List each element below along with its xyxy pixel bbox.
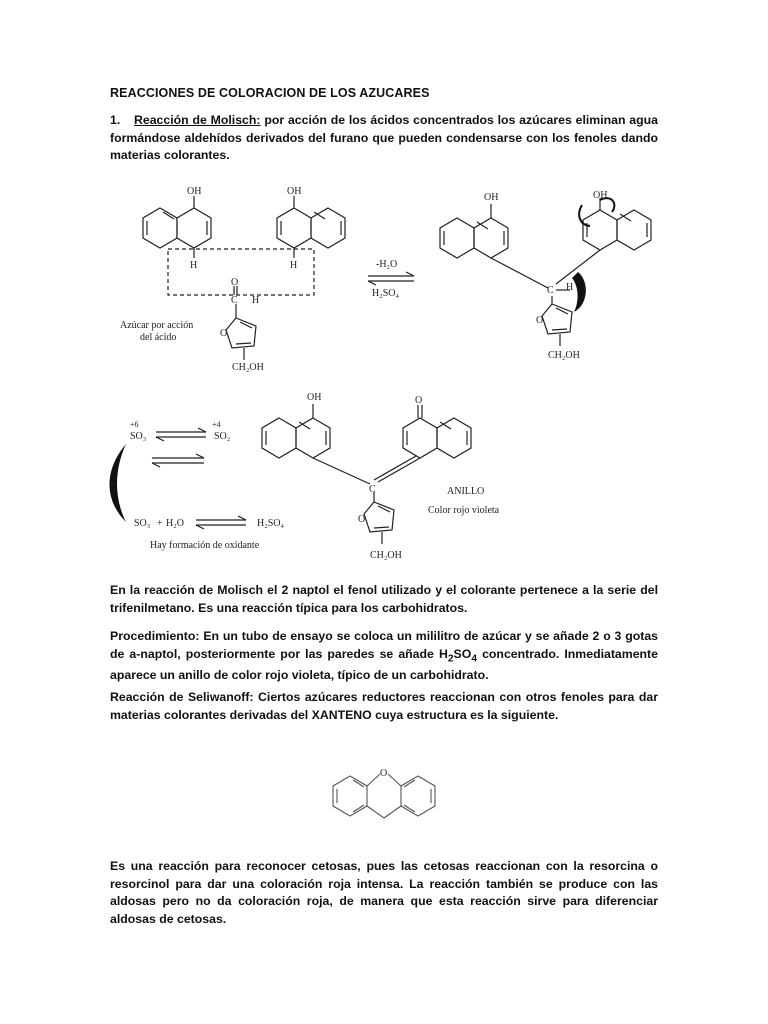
acid-label: H₂SO₄	[372, 288, 399, 299]
h2o-label: H₂O	[166, 518, 184, 529]
o-label: O	[231, 277, 239, 288]
procedure-text: En un tubo de ensayo se coloca un mililitro de azúcar y se añade 2 o 3 gotas de a-naptol, posteriormente por las paredes se añade H	[110, 629, 659, 661]
c-label: C	[231, 295, 238, 306]
oxidant-caption: Hay formación de oxidante	[150, 540, 260, 551]
furan-o-label: O	[536, 315, 544, 326]
procedure-label: Procedimiento:	[110, 629, 200, 643]
h2so4-label: H₂SO₄	[257, 518, 284, 529]
seliwanoff-text: Ciertos azúcares reductores reaccionan con otros fenoles para dar materias colorantes derivadas del XANTENO cuya estructura es la siguiente.	[110, 690, 658, 722]
curved-arrow-icon	[579, 205, 590, 226]
final-paragraph: Es una reacción para reconocer cetosas, pues las cetosas reaccionan con la resorcina o resorcinol para dar una coloración roja intensa. La reacción también se produce con las aldosas pero no da coloración roja, de manera que esta reacción sirve para diferenciar aldosas de cetosas.	[110, 859, 658, 926]
central-c-label: C	[547, 285, 554, 296]
water-loss-label: -H₂O	[376, 259, 398, 270]
molisch-heading: Reacción de Molisch:	[134, 113, 261, 127]
so3-label: SO₃	[130, 431, 147, 442]
so2-label: SO₂	[214, 431, 231, 442]
procedure-paragraph	[110, 628, 658, 685]
h-label: H	[190, 260, 198, 271]
h-label: H	[252, 295, 260, 306]
xanthene-structure	[333, 774, 435, 818]
color-label: Color rojo violeta	[428, 505, 500, 516]
procedure-text: SO	[453, 646, 472, 661]
ch2oh-label: CH₂OH	[548, 350, 580, 361]
h-label: H	[290, 260, 298, 271]
o-label: O	[415, 395, 423, 406]
so3-label: SO₃	[134, 518, 151, 529]
naphthalene-ring	[143, 208, 177, 248]
molisch-text: por acción de los ácidos concentrados los azúcares eliminan agua formándose aldehídos derivados del furano que pueden condensarse con los fenoles dando materias colorantes.	[110, 113, 659, 162]
ring-label: ANILLO	[447, 486, 485, 497]
h-label: H	[566, 282, 574, 293]
procedure-text: concentrado. Inmediatamente aparece un anillo de color rojo violeta, típico de un carbohidrato.	[110, 646, 658, 683]
furan-o-label: O	[220, 328, 228, 339]
central-c-label: C	[369, 484, 376, 495]
ch2oh-label: CH₂OH	[232, 362, 264, 373]
oh-label: OH	[187, 186, 202, 197]
subscript: 2	[447, 652, 454, 664]
section-number: 1.	[110, 113, 121, 127]
oh-label: OH	[484, 192, 499, 203]
oxidation-state-label: +6	[130, 420, 139, 429]
seliwanoff-label: Reacción de Seliwanoff:	[110, 690, 254, 704]
xanthene-o-label: O	[380, 768, 388, 779]
oh-label: OH	[287, 186, 302, 197]
furan-o-label: O	[358, 514, 366, 525]
page-title: REACCIONES DE COLORACION DE LOS AZUCARES	[110, 86, 430, 100]
oh-label: OH	[307, 392, 322, 403]
oxidation-state-label: +4	[212, 420, 221, 429]
plus-label: +	[157, 518, 163, 529]
molisch-explanation: En la reacción de Molisch el 2 naptol el fenol utilizado y el colorante pertenece a la serie del trifenilmetano. Es una reacción típica para los carbohidratos.	[110, 583, 658, 615]
ch2oh-label: CH₂OH	[370, 550, 402, 561]
curved-arrow-icon	[572, 272, 586, 312]
sugar-label: del ácido	[140, 332, 177, 343]
sugar-label: Azúcar por acción	[120, 320, 194, 331]
cycle-arrow-icon	[110, 444, 127, 522]
oh-label: OH	[593, 190, 608, 201]
subscript: 4	[471, 652, 478, 664]
seliwanoff-paragraph	[110, 689, 658, 724]
